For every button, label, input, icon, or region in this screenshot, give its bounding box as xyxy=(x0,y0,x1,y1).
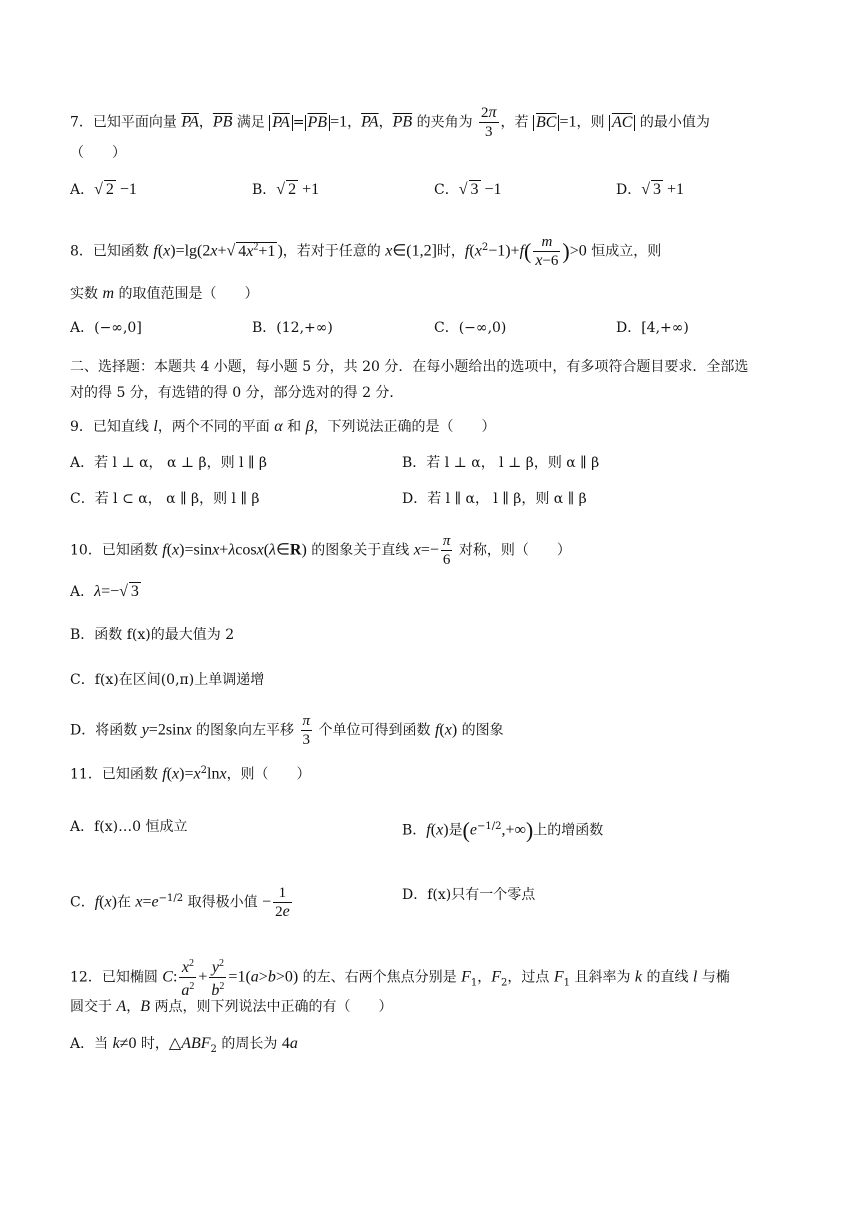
q7-option-c: C．√ 3 −1 xyxy=(434,181,502,198)
section2-line1: 二、选择题：本题共 4 小题，每小题 5 分，共 20 分．在每小题给出的选项中，有多项符合题目要求．全部选 xyxy=(70,359,749,375)
q10-option-c: C．f(x)在区间(0,π)上单调递增 xyxy=(70,672,265,688)
q11-stem: 11．已知函数 $f(x)=x^2\ln x$，则（ ） xyxy=(70,765,311,783)
q9-stem: 9．已知直线 l，两个不同的平面 α 和 β，下列说法正确的是（ ） xyxy=(70,418,496,435)
q8-option-d: D．[4,+∞) xyxy=(616,320,689,336)
q7-option-b: B．√ 2 +1 xyxy=(252,181,320,198)
q11-option-c: C．f(x)在 $x=e^{-1/2}$ 取得极小值 − $\frac{1}{2e}$ xyxy=(70,885,290,920)
q7-stem: 7．已知平面向量 $\overline{PA}$，$\overline{PB}$ 满足 $\overline{PA} = \overline{PB} =1$，$\overline{PA}$，$\overline{PB}$ 的夹角为 $\frac{2\pi}{3}$ ，若 $\overline{BC} =1$，则 $\overline{AC}$ 的最小值为 xyxy=(70,104,710,140)
section2-line2: 对的得 5 分，有选错的得 0 分，部分选对的得 2 分． xyxy=(70,385,404,401)
q8-option-a: A．(−∞,0] xyxy=(70,320,142,336)
q9-option-a: A．若 l ⊥ α， α ⊥ β，则 l ∥ β xyxy=(70,455,268,471)
q8-stem-2: 实数 m 的取值范围是（ ） xyxy=(70,285,259,302)
q10-option-d: D．将函数 y=2sinx 的图象向左平移 $\frac{\pi}{3}$ 个单位可得到函数 f(x) 的图象 xyxy=(70,713,504,748)
q11-option-b: B．f(x)是$(e^{-1/2},+\infty)$上的增函数 xyxy=(402,817,604,843)
q10-stem: 10．已知函数 f(x)=sinx+λcosx(λ∈R) 的图象关于直线 x=− $\frac{\pi}{6}$ 对称，则（ ） xyxy=(70,533,571,568)
q12-stem-line2: 圆交于 A，B 两点，则下列说法中正确的有（ ） xyxy=(70,998,393,1015)
q10-option-a: A．λ=−√ 3 xyxy=(70,583,139,600)
q7-stem-paren: （ ） xyxy=(70,145,126,161)
q9-option-b: B．若 l ⊥ α， l ⊥ β，则 α ∥ β xyxy=(402,455,600,471)
q11-option-d: D．f(x)只有一个零点 xyxy=(402,887,536,903)
q12-stem-line1: 12．已知椭圆 C: $\frac{x^2}{a^2}$ + $\frac{y^2}{b^2}$ =1(a>b>0) 的左、右两个焦点分别是 $F_1$，$F_2$，过点 $F_1$ 且斜率为 k 的直线 l 与椭 xyxy=(70,955,794,1000)
q8-stem: 8．已知函数 f(x)=lg(2x+√ $4x^2+1$ )，若对于任意的 x∈(1,2]时，$f(x^2-1)+f$( $\frac{m}{x-6}$ )>0 恒成立，则 xyxy=(70,234,662,269)
q12-option-a: A．当 k≠0 时，$\triangle ABF_2$ 的周长为 4a xyxy=(70,1035,298,1055)
q9-option-d: D．若 l ∥ α， l ∥ β，则 α ∥ β xyxy=(402,491,587,507)
q8-option-b: B．(12,+∞) xyxy=(252,320,333,336)
q9-option-c: C．若 l ⊂ α， α ∥ β，则 l ∥ β xyxy=(70,491,260,507)
q7-option-d: D．√ 3 +1 xyxy=(616,181,685,198)
q11-option-a: A．f(x)…0 恒成立 xyxy=(70,819,188,835)
q8-option-c: C．(−∞,0) xyxy=(434,320,507,336)
q7-option-a: A．√ 2 −1 xyxy=(70,181,137,198)
q10-option-b: B．函数 f(x)的最大值为 2 xyxy=(70,627,235,643)
